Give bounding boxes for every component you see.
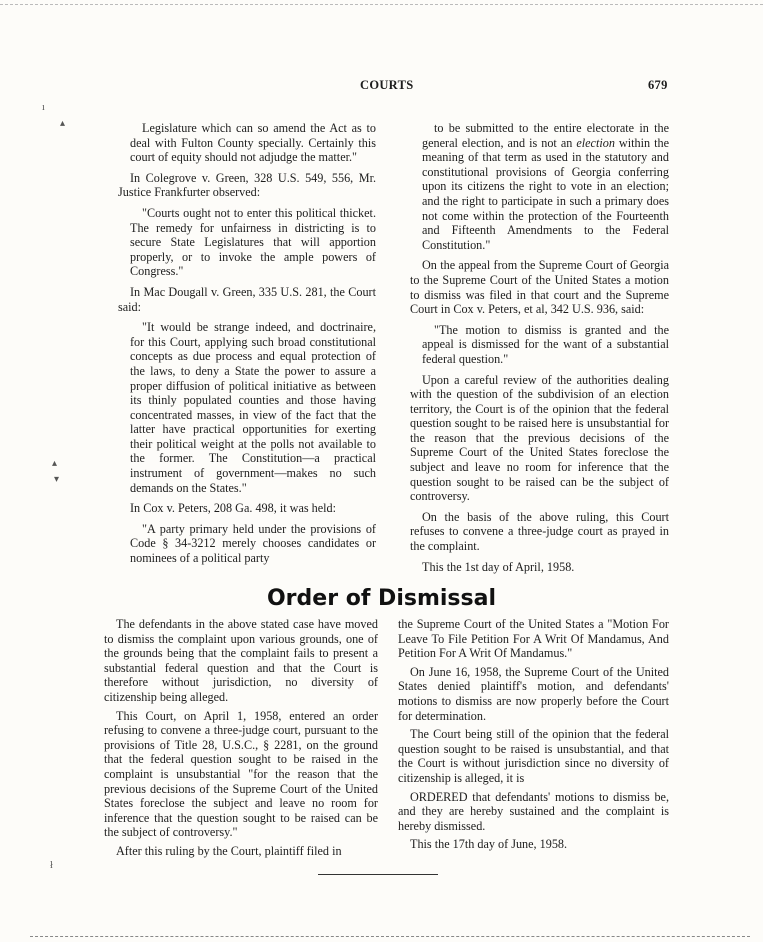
scan-speck: ł: [50, 860, 53, 871]
top-edge-dashes: [0, 4, 763, 5]
paragraph: [410, 121, 669, 252]
scan-speck: ▴: [52, 458, 58, 469]
paragraph: the Supreme Court of the United States a "Motion For Leave To File Petition For A Writ Of Mandamus, And Petition For A Writ Of Mandamus.": [398, 617, 669, 661]
scan-speck: ▾: [54, 474, 60, 485]
page-number: 679: [648, 78, 668, 92]
paragraph: After this ruling by the Court, plaintiff filed in: [116, 843, 342, 858]
bottom-edge-dashes: [30, 936, 750, 937]
closing-rule: [318, 874, 438, 875]
scan-speck: ▴: [60, 118, 66, 129]
section-title: Order of Dismissal: [266, 586, 496, 611]
paragraph: "It would be strange indeed, and doctrinaire, for this Court, applying such broad constitutional concepts as due process and equal protection of the laws, to deny a State the power to assure a proper diffusion of political initiative as between its thinly populated counties and those having concentrated masses, in view of the fact that the latter have practical opportunities for exerting their political weight at the polls not available to the former. The Constitution—a practical instrument of government—makes no such demands on the States.": [130, 320, 376, 495]
text-run: to be submitted to the entire electorate in the general election, and is not an: [422, 121, 669, 150]
paragraph: "The motion to dismiss is granted and the appeal is dismissed for the want of a substantial federal question.": [422, 322, 669, 366]
paragraph: Upon a careful review of the authorities dealing with the question of the subdivision of an election territory, the Court is of the opinion that the federal question sought to be raised here is unsubstantial for the reason that the previous decisions of the Supreme Court of the United States foreclose the subject and leave no room for inference that the question sought to be raised can be the subject of controversy.: [410, 372, 669, 504]
paragraph: In Mac Dougall v. Green, 335 U.S. 281, the Court said:: [118, 284, 376, 314]
right-column-bottom: [398, 617, 669, 856]
paragraph: In Colegrove v. Green, 328 U.S. 549, 556, Mr. Justice Frankfurter observed:: [118, 170, 376, 200]
right-column-top: [410, 121, 669, 580]
text-run: within the meaning of that term as used in the statutory and constitutional provisions of Georgia conferring upon its citizens the right to vote in an election; and the right to participate in such a primary does not come within the protection of the Fourteenth and Fifteenth Amendments to the Federal Constitution.": [422, 135, 669, 252]
left-column-bottom: [104, 617, 378, 863]
date-line: This the 17th day of June, 1958.: [410, 837, 568, 852]
paragraph: "A party primary held under the provisions of Code § 34-3212 merely chooses candidates or nominees of a political party: [130, 521, 376, 566]
paragraph: "Courts ought not to enter this political thicket. The remedy for unfairness in districting is to secure State Legislatures that will apportion properly, or to invoke the ample powers of Congress.": [130, 205, 376, 279]
italic-term: election: [576, 135, 615, 150]
paragraph: On the basis of the above ruling, this Court refuses to convene a three-judge court as prayed in the complaint.: [410, 509, 669, 554]
paragraph: The Court being still of the opinion that the federal question sought to be raised is unsubstantial, and that the Court is without jurisdiction since no diversity of citizenship is alleged, it is: [398, 727, 669, 785]
paragraph: This Court, on April 1, 1958, entered an order refusing to convene a three-judge court, pursuant to the provisions of Title 28, U.S.C., § 2281, on the ground that the federal question sought to be raised in the complaint is unsubstantial "for the reason that the previous decisions of the Supreme Court of the United States foreclose the subject and leave no room for inference that the question sought to be raised can be the subject of controversy.": [104, 708, 378, 840]
paragraph: ORDERED that defendants' motions to dismiss be, and they are hereby sustained and the complaint is hereby dismissed.: [398, 789, 669, 833]
paragraph: The defendants in the above stated case have moved to dismiss the complaint upon various grounds, one of the grounds being that the complaint fails to present a substantial federal question and that the Court is therefore without jurisdiction, no diversity of citizenship being alleged.: [104, 617, 378, 704]
paragraph: In Cox v. Peters, 208 Ga. 498, it was held:: [130, 501, 337, 516]
paragraph: On the appeal from the Supreme Court of Georgia to the Supreme Court of the United States a motion to dismiss was filed in that court and the Supreme Court in Cox v. Peters, et al, 342 U.S. 936, said:: [410, 258, 669, 317]
paragraph: Legislature which can so amend the Act as to deal with Fulton County specially. Certainly this court of equity should not adjudge the matter.": [130, 121, 376, 165]
scan-speck: ı: [42, 102, 45, 113]
header-title: COURTS: [360, 78, 414, 92]
date-line: This the 1st day of April, 1958.: [422, 559, 575, 574]
paragraph: On June 16, 1958, the Supreme Court of the United States denied plaintiff's motion, and defendants' motions to dismiss are now properly before the Court for determination.: [398, 664, 669, 723]
left-column-top: [118, 121, 376, 572]
